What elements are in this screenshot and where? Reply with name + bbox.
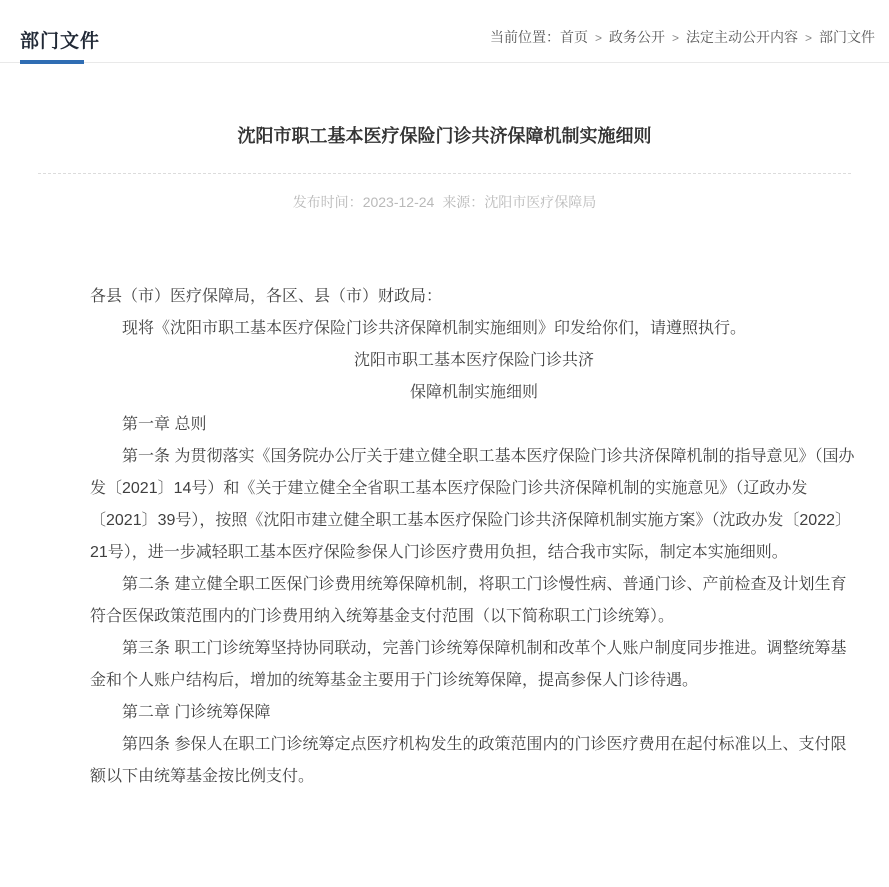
breadcrumb-separator: > <box>594 31 602 45</box>
source-label: 来源： <box>442 194 485 210</box>
breadcrumb-link-home[interactable]: 首页 <box>559 29 588 45</box>
document-body <box>90 281 858 793</box>
source-value: 沈阳市医疗保障局 <box>484 194 597 210</box>
publish-time-value: 2023-12-24 <box>362 194 435 210</box>
article-3-text: 第三条 职工门诊统筹坚持协同联动，完善门诊统筹保障机制和改革个人账户制度同步推进。调整统筹基金和个人账户结构后，增加的统筹基金主要用于门诊统筹保障，提高参保人门诊待遇。 <box>90 640 847 689</box>
chapter-1-heading: 第一章 总则 <box>122 416 207 433</box>
breadcrumb-link-statutory-disclosure[interactable]: 法定主动公开内容 <box>685 29 798 45</box>
document-heading-line-2: 保障机制实施细则 <box>409 384 538 401</box>
article-4-text: 第四条 参保人在职工门诊统筹定点医疗机构发生的政策范围内的门诊医疗费用在起付标准以上、支付限额以下由统筹基金按比例支付。 <box>90 736 847 785</box>
breadcrumb-label: 当前位置： <box>489 29 560 45</box>
section-tab-active-underline <box>20 60 84 64</box>
page-header <box>0 0 889 63</box>
article <box>0 124 889 793</box>
article-2-text: 第二条 建立健全职工医保门诊费用统筹保障机制，将职工门诊慢性病、普通门诊、产前检查及计划生育符合医保政策范围内的门诊费用纳入统筹基金支付范围（以下简称职工门诊统筹）。 <box>90 576 847 625</box>
section-title: 部门文件 <box>20 31 101 52</box>
paragraph-forwarding-note: 现将《沈阳市职工基本医疗保险门诊共济保障机制实施细则》印发给你们，请遵照执行。 <box>122 320 747 337</box>
breadcrumb-separator: > <box>804 31 812 45</box>
breadcrumb <box>490 27 875 47</box>
breadcrumb-link-department-documents[interactable]: 部门文件 <box>819 29 875 45</box>
dashed-divider <box>38 173 851 174</box>
chapter-2-heading: 第二章 门诊统筹保障 <box>122 704 271 721</box>
article-meta <box>0 192 889 212</box>
paragraph-salutation: 各县（市）医疗保障局，各区、县（市）财政局： <box>90 288 443 305</box>
article-1-text: 第一条 为贯彻落实《国务院办公厅关于建立健全职工基本医疗保险门诊共济保障机制的指导意见》（国办发〔2021〕14号）和《关于建立健全全省职工基本医疗保险门诊共济保障机制的实施意见》（辽政办发〔2021〕39号），按照《沈阳市建立健全职工基本医疗保险门诊共济保障机制实施方案》（沈政办发〔2022〕21号），进一步减轻职工基本医疗保险参保人门诊医疗费用负担，结合我市实际，制定本实施细则。 <box>90 448 855 561</box>
document-heading-line-1: 沈阳市职工基本医疗保险门诊共济 <box>353 352 594 369</box>
article-title: 沈阳市职工基本医疗保险门诊共济保障机制实施细则 <box>237 126 652 146</box>
breadcrumb-separator: > <box>671 31 679 45</box>
breadcrumb-link-gov-disclosure[interactable]: 政务公开 <box>608 29 665 45</box>
publish-time-label: 发布时间： <box>292 194 363 210</box>
